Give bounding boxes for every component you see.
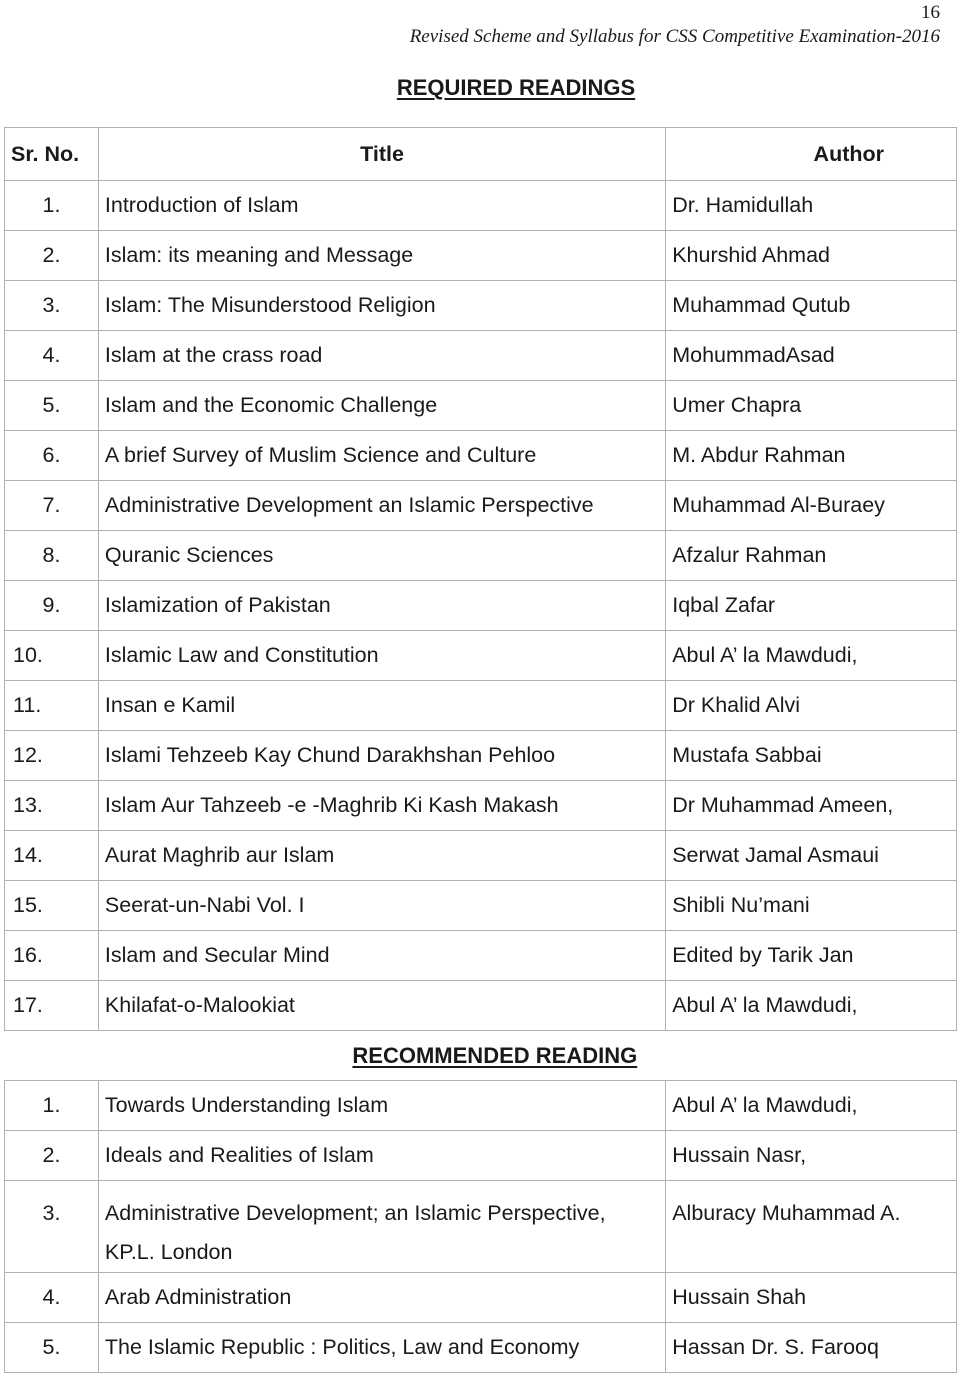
row-number: 12. — [5, 731, 99, 781]
row-number: 9. — [5, 581, 99, 631]
book-title: Arab Administration — [98, 1273, 665, 1323]
table-row — [5, 581, 957, 631]
column-header-author: Author — [666, 128, 957, 181]
book-author: Dr. Hamidullah — [666, 181, 957, 231]
column-header-sr-no: Sr. No. — [5, 128, 99, 181]
book-title: Aurat Maghrib aur Islam — [98, 831, 665, 881]
table-row — [5, 931, 957, 981]
row-number: 1. — [5, 1081, 99, 1131]
table-row — [5, 631, 957, 681]
book-author: Khurshid Ahmad — [666, 231, 957, 281]
book-title: Islam: its meaning and Message — [98, 231, 665, 281]
book-title: Quranic Sciences — [98, 531, 665, 581]
row-number: 2. — [5, 1131, 99, 1181]
book-author: Edited by Tarik Jan — [666, 931, 957, 981]
book-title: Islam and Secular Mind — [98, 931, 665, 981]
book-author: Shibli Nu’mani — [666, 881, 957, 931]
book-author: Hussain Nasr, — [666, 1131, 957, 1181]
book-author: MohummadAsad — [666, 331, 957, 381]
table-row — [5, 881, 957, 931]
row-number: 13. — [5, 781, 99, 831]
book-title: Islamization of Pakistan — [98, 581, 665, 631]
book-title: Islam: The Misunderstood Religion — [98, 281, 665, 331]
table-row — [5, 981, 957, 1031]
row-number: 3. — [5, 281, 99, 331]
row-number: 16. — [5, 931, 99, 981]
book-author: Afzalur Rahman — [666, 531, 957, 581]
book-author: Umer Chapra — [666, 381, 957, 431]
book-author: Dr Khalid Alvi — [666, 681, 957, 731]
recommended-heading-body — [5, 1031, 957, 1081]
table-row — [5, 831, 957, 881]
table-row — [5, 731, 957, 781]
book-title: Administrative Development an Islamic Perspective — [98, 481, 665, 531]
table-header-row — [5, 128, 957, 181]
table-row — [5, 231, 957, 281]
table-row — [5, 531, 957, 581]
book-title: Islam at the crass road — [98, 331, 665, 381]
book-author: Dr Muhammad Ameen, — [666, 781, 957, 831]
row-number: 8. — [5, 531, 99, 581]
row-number: 5. — [5, 1323, 99, 1373]
row-number: 5. — [5, 381, 99, 431]
row-number: 3. — [5, 1181, 99, 1273]
book-title: Ideals and Realities of Islam — [98, 1131, 665, 1181]
table-row — [5, 681, 957, 731]
table-row — [5, 1323, 957, 1373]
book-author: Mustafa Sabbai — [666, 731, 957, 781]
book-author: Hussain Shah — [666, 1273, 957, 1323]
book-author: Hassan Dr. S. Farooq — [666, 1323, 957, 1373]
row-number: 4. — [5, 1273, 99, 1323]
row-number: 10. — [5, 631, 99, 681]
book-title: A brief Survey of Muslim Science and Culture — [98, 431, 665, 481]
running-header: Revised Scheme and Syllabus for CSS Competitive Examination-2016 — [409, 26, 940, 47]
book-title: Administrative Development; an Islamic Perspective, KP.L. London — [98, 1181, 665, 1273]
book-title: Khilafat-o-Malookiat — [98, 981, 665, 1031]
column-header-title: Title — [98, 128, 665, 181]
row-number: 7. — [5, 481, 99, 531]
recommended-reading-heading: RECOMMENDED READING — [98, 1031, 665, 1081]
book-title: Islam and the Economic Challenge — [98, 381, 665, 431]
book-title: Islamic Law and Constitution — [98, 631, 665, 681]
table-row — [5, 1181, 957, 1273]
book-author: Alburacy Muhammad A. — [666, 1181, 957, 1273]
book-author: Abul A’ la Mawdudi, — [666, 981, 957, 1031]
table-row — [5, 781, 957, 831]
book-author: Abul A’ la Mawdudi, — [666, 1081, 957, 1131]
book-title: Islami Tehzeeb Kay Chund Darakhshan Pehloo — [98, 731, 665, 781]
row-number: 4. — [5, 331, 99, 381]
table-row — [5, 431, 957, 481]
row-number: 17. — [5, 981, 99, 1031]
row-number: 11. — [5, 681, 99, 731]
book-title: Insan e Kamil — [98, 681, 665, 731]
row-number: 14. — [5, 831, 99, 881]
book-title: Islam Aur Tahzeeb -e -Maghrib Ki Kash Makash — [98, 781, 665, 831]
book-author: M. Abdur Rahman — [666, 431, 957, 481]
book-author: Muhammad Qutub — [666, 281, 957, 331]
required-readings-heading: REQUIRED READINGS — [396, 75, 636, 100]
table-row — [5, 381, 957, 431]
readings-table — [4, 127, 957, 1373]
table-row — [5, 331, 957, 381]
table-row — [5, 181, 957, 231]
table-row — [5, 1273, 957, 1323]
table-row — [5, 481, 957, 531]
book-author: Serwat Jamal Asmaui — [666, 831, 957, 881]
book-title: Introduction of Islam — [98, 181, 665, 231]
book-title: Towards Understanding Islam — [98, 1081, 665, 1131]
table-row — [5, 281, 957, 331]
recommended-readings-body — [5, 1081, 957, 1373]
row-number: 6. — [5, 431, 99, 481]
book-author: Abul A’ la Mawdudi, — [666, 631, 957, 681]
row-number: 15. — [5, 881, 99, 931]
row-number: 1. — [5, 181, 99, 231]
table-row — [5, 1131, 957, 1181]
page-number: 16 — [921, 2, 940, 23]
book-title: The Islamic Republic : Politics, Law and Economy — [98, 1323, 665, 1373]
book-author: Muhammad Al-Buraey — [666, 481, 957, 531]
book-title: Seerat-un-Nabi Vol. I — [98, 881, 665, 931]
recommended-heading-row — [5, 1031, 957, 1081]
table-row — [5, 1081, 957, 1131]
required-readings-body — [5, 181, 957, 1031]
row-number: 2. — [5, 231, 99, 281]
book-author: Iqbal Zafar — [666, 581, 957, 631]
